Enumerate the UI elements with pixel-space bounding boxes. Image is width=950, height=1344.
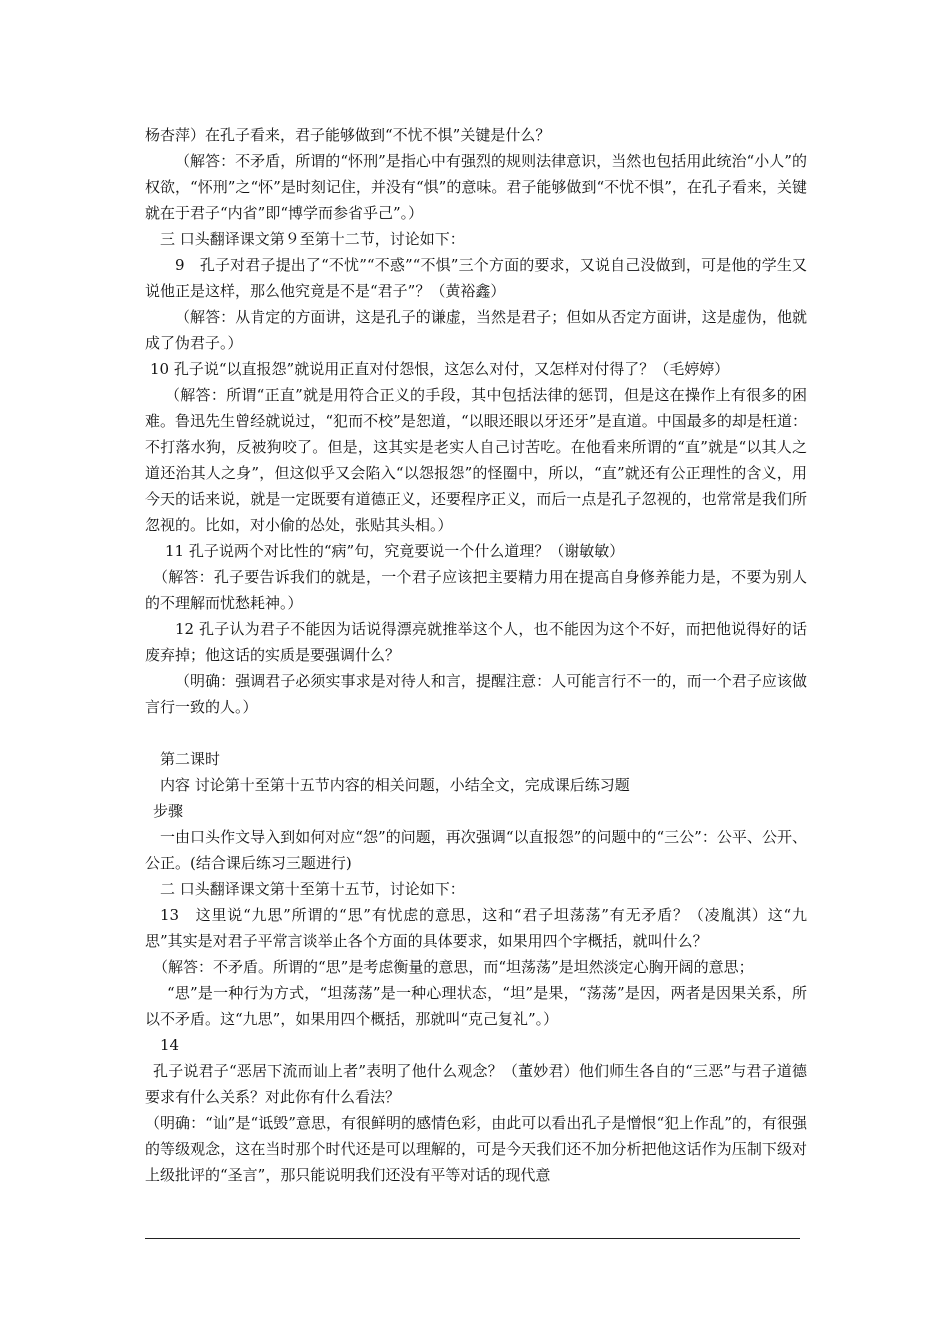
- paragraph: 一由口头作文导入到如何对应“怨”的问题，再次强调“以直报怨”的问题中的“三公”：公平、公开、公正。(结合课后练习三题进行): [145, 828, 807, 872]
- paragraph: 三 口头翻译课文第９至第十二节，讨论如下：: [160, 230, 465, 248]
- paragraph: 内容 讨论第十至第十五节内容的相关问题，小结全文，完成课后练习题: [160, 776, 630, 794]
- paragraph: 10 孔子说“以直报怨”就说用正直对付怨恨，这怎么对付，又怎样对付得了？（毛婷婷）: [150, 360, 730, 378]
- paragraph: “思”是一种行为方式，“坦荡荡”是一种心理状态，“坦”是果，“荡荡”是因，两者是因果关系，所以不矛盾。这“九思”，如果用四个概括，那就叫“克己复礼”。）: [145, 984, 807, 1028]
- footer-rule: [145, 1238, 800, 1239]
- paragraph: （解答：不矛盾。所谓的“思”是考虑衡量的意思，而“坦荡荡”是坦然淡定心胸开阔的意思；: [153, 958, 754, 976]
- paragraph: （明确：强调君子必须实事求是对待人和言，提醒注意：人可能言行不一的，而一个君子应该做言行一致的人。）: [145, 672, 807, 716]
- paragraph: （明确：“讪”是“诋毁”意思，有很鲜明的感情色彩，由此可以看出孔子是憎恨“犯上作乱”的，有很强的等级观念，这在当时那个时代还是可以理解的，可是今天我们还不加分析把他这话作为压制下级对上级批评的“圣言”，那只能说明我们还没有平等对话的现代意: [145, 1114, 807, 1184]
- paragraph: 二 口头翻译课文第十至第十五节，讨论如下：: [160, 880, 465, 898]
- paragraph: [145, 720, 807, 746]
- paragraph: 杨杏萍）在孔子看来，君子能够做到“不忧不惧”关键是什么？: [145, 126, 551, 144]
- paragraph: 11 孔子说两个对比性的“病”句，究竟要说一个什么道理？（谢敏敏）: [165, 542, 625, 560]
- paragraph: 12 孔子认为君子不能因为话说得漂亮就推举这个人，也不能因为这个不好，而把他说得好的话废弃掉；他这话的实质是要强调什么？: [145, 620, 807, 664]
- paragraph: （解答：不矛盾，所谓的“怀刑”是指心中有强烈的规则法律意识，当然也包括用此统治“小人”的权欲，“怀刑”之“怀”是时刻记住，并没有“惧”的意味。君子能够做到“不忧不惧”，在孔子看来，关键就在于君子“内省”即“博学而参省乎己”。）: [145, 152, 807, 222]
- paragraph: 14: [160, 1036, 180, 1054]
- paragraph: 第二课时: [160, 750, 221, 768]
- paragraph: （解答：所谓“正直”就是用符合正义的手段，其中包括法律的惩罚，但是这在操作上有很多的困难。鲁迅先生曾经就说过，“犯而不校”是恕道，“以眼还眼以牙还牙”是直道。中国最多的却是枉道：不打落水狗，反被狗咬了。但是，这其实是老实人自己讨苦吃。在他看来所谓的“直”就是“以其人之道还治其人之身”，但这似乎又会陷入“以怨报怨”的怪圈中，所以，“直”就还有公正理性的含义，用今天的话来说，就是一定既要有道德正义，还要程序正义，而后一点是孔子忽视的，也常常是我们所忽视的。比如，对小偷的怂处，张贴其头相。）: [145, 386, 807, 534]
- paragraph: 孔子说君子“恶居下流而讪上者”表明了他什么观念？（董妙君）他们师生各自的“三恶”与君子道德要求有什么关系？对此你有什么看法？: [145, 1062, 807, 1106]
- paragraph: 13 这里说“九思”所谓的“思”有忧虑的意思，这和“君子坦荡荡”有无矛盾？（凌胤淇）这“九思”其实是对君子平常言谈举止各个方面的具体要求，如果用四个字概括，就叫什么？: [145, 906, 807, 950]
- paragraph: 步骤: [153, 802, 184, 820]
- paragraph: 9 孔子对君子提出了“不忧”“不惑”“不惧”三个方面的要求，又说自己没做到，可是他的学生又说他正是这样，那么他究竟是不是“君子”？（黄裕鑫）: [145, 256, 807, 300]
- paragraph: （解答：孔子要告诉我们的就是，一个君子应该把主要精力用在提高自身修养能力是，不要为别人的不理解而忧愁耗神。）: [145, 568, 807, 612]
- body-text: [145, 122, 807, 1188]
- paragraph: （解答：从肯定的方面讲，这是孔子的谦虚，当然是君子；但如从否定方面讲，这是虚伪，他就成了伪君子。）: [145, 308, 807, 352]
